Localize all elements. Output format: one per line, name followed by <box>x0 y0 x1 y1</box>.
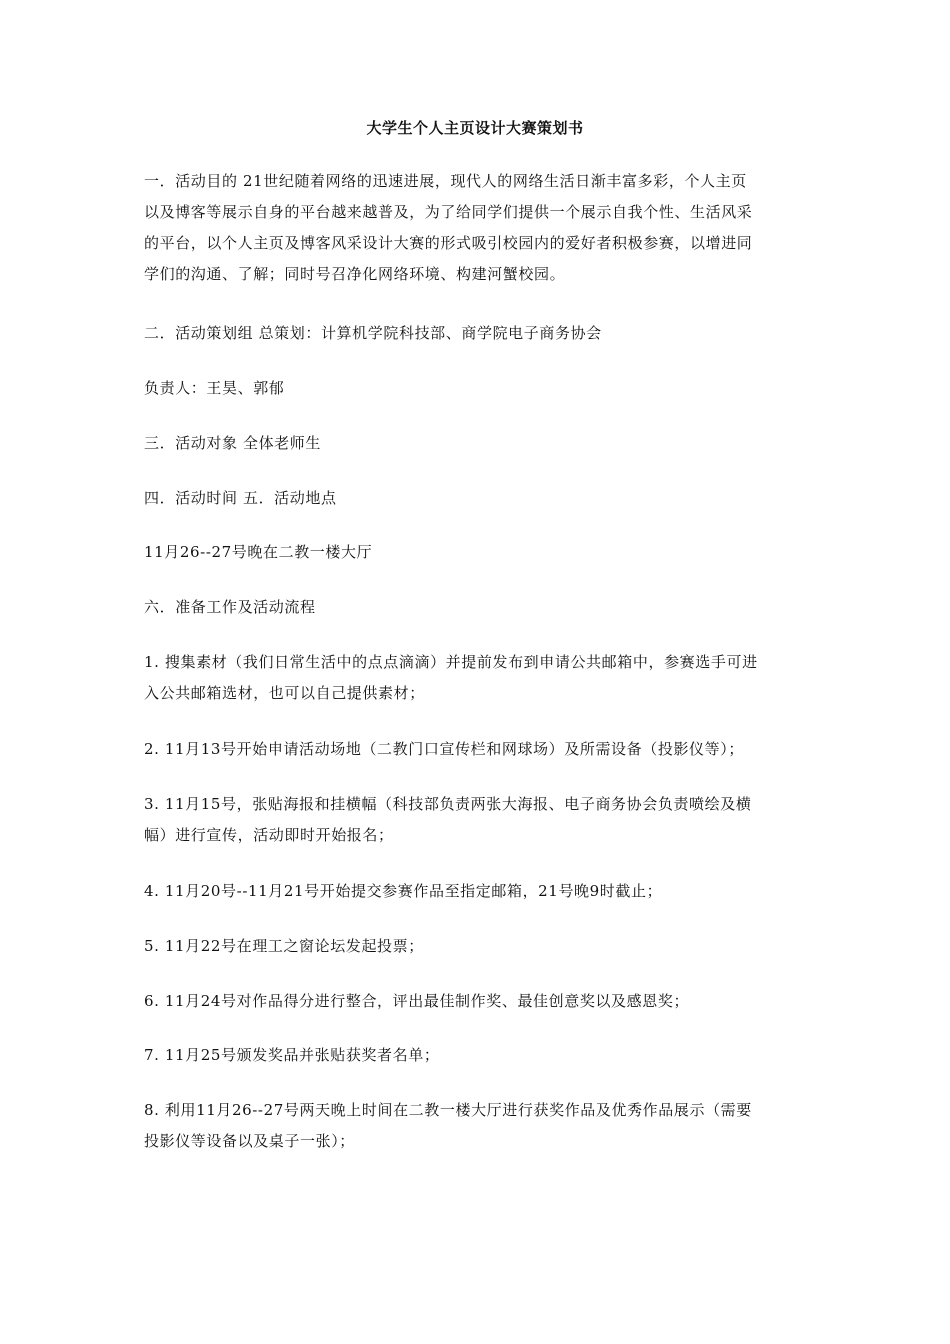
step-line: 投影仪等设备以及桌子一张）； <box>144 1132 355 1150</box>
step-line: 1. 搜集素材（我们日常生活中的点点滴滴）并提前发布到申请公共邮箱中，参赛选手可进 <box>144 653 758 671</box>
step-item <box>144 931 812 962</box>
step-line: 5. 11月22号在理工之窗论坛发起投票； <box>144 937 424 955</box>
step-item <box>144 734 812 765</box>
step-item <box>144 876 812 907</box>
step-item <box>144 647 812 709</box>
step-line: 7. 11月25号颁发奖品并张贴获奖者名单； <box>144 1046 440 1064</box>
step-line: 幅）进行宣传，活动即时开始报名； <box>144 826 394 844</box>
step-item <box>144 1095 812 1157</box>
step-line: 8. 利用11月26--27号两天晚上时间在二教一楼大厅进行获奖作品及优秀作品展示（需要 <box>144 1101 752 1119</box>
step-line: 6. 11月24号对作品得分进行整合，评出最佳制作奖、最佳创意奖以及感恩奖； <box>144 992 690 1010</box>
step-item <box>144 986 812 1017</box>
paragraph-line: 一．活动目的 21世纪随着网络的迅速进展，现代人的网络生活日渐丰富多彩，个人主页 <box>144 172 747 190</box>
section-purpose <box>144 166 812 290</box>
section-audience: 三．活动对象 全体老师生 <box>144 434 321 452</box>
responsible-persons: 负责人：王昊、郭郁 <box>144 379 285 397</box>
step-line: 3. 11月15号，张贴海报和挂横幅（科技部负责两张大海报、电子商务协会负责喷绘及横 <box>144 795 752 813</box>
document-title: 大学生个人主页设计大赛策划书 <box>366 119 584 137</box>
paragraph-line: 学们的沟通、了解；同时号召净化网络环境、构建河蟹校园。 <box>144 265 566 283</box>
paragraph-line: 以及博客等展示自身的平台越来越普及，为了给同学们提供一个展示自我个性、生活风采 <box>144 203 753 221</box>
step-line: 4. 11月20号--11月21号开始提交参赛作品至指定邮箱，21号晚9时截止； <box>144 882 663 900</box>
paragraph-line: 的平台，以个人主页及博客风采设计大赛的形式吸引校园内的爱好者积极参赛，以增进同 <box>144 234 753 252</box>
step-line: 入公共邮箱选材，也可以自己提供素材； <box>144 684 425 702</box>
section-time-place: 四．活动时间 五．活动地点 <box>144 489 337 507</box>
date-location: 11月26--27号晚在二教一楼大厅 <box>144 543 373 561</box>
step-line: 2. 11月13号开始申请活动场地（二教门口宣传栏和网球场）及所需设备（投影仪等）； <box>144 740 744 758</box>
step-item <box>144 1040 812 1071</box>
section-planning-group: 二．活动策划组 总策划：计算机学院科技部、商学院电子商务协会 <box>144 324 602 342</box>
step-item <box>144 789 812 851</box>
section-prep-heading: 六．准备工作及活动流程 <box>144 598 316 616</box>
